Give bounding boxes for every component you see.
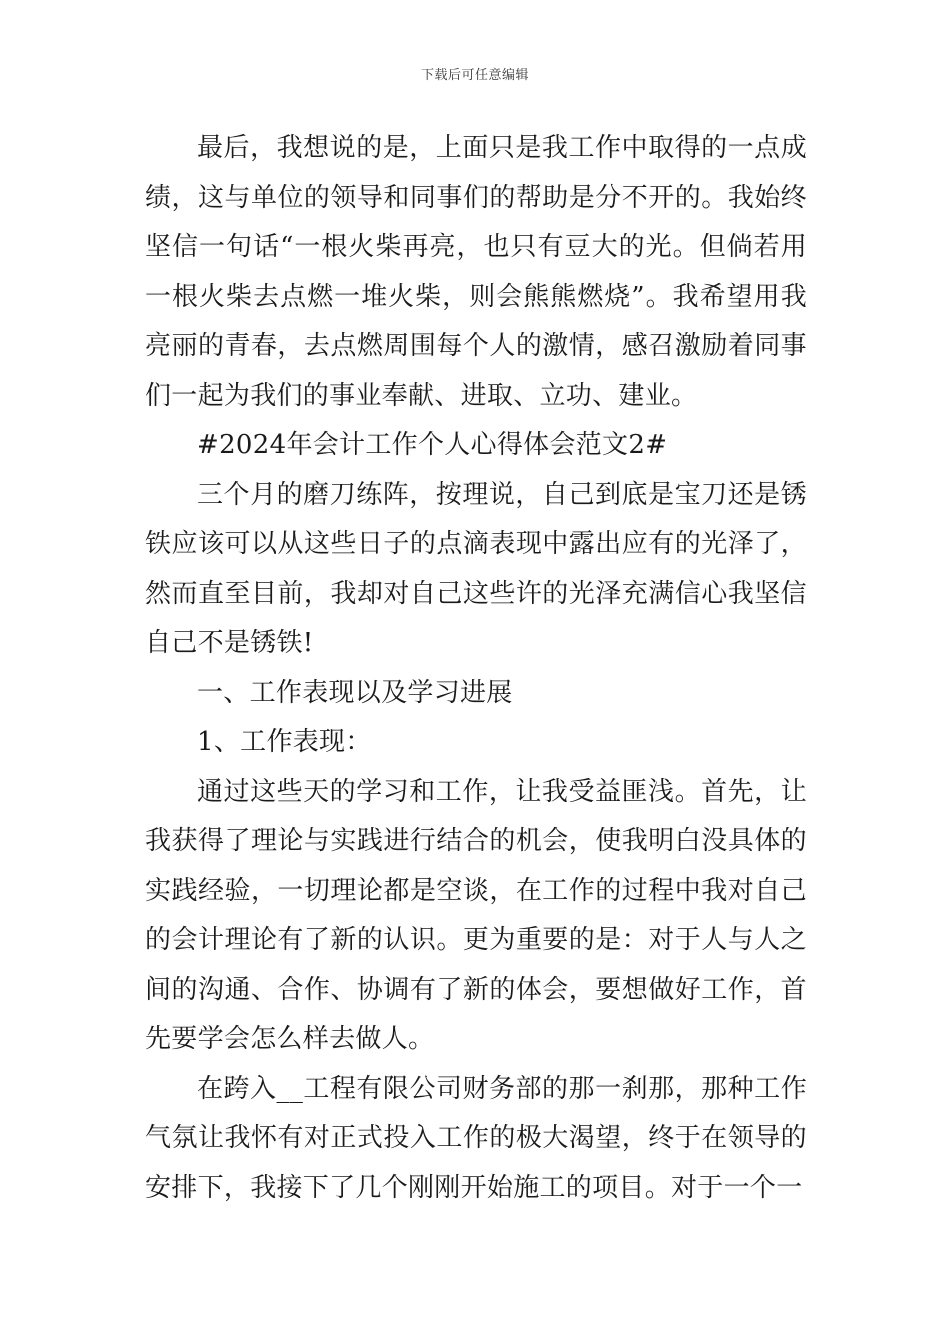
- paragraph-joining-company: 在跨入__工程有限公司财务部的那一刹那，那种工作气氛让我怀有对正式投入工作的极大渴望，终于在领导的安排下，我接下了几个刚刚开始施工的项目。对于一个一: [145, 1073, 807, 1203]
- paragraph-intro: 三个月的磨刀练阵，按理说，自己到底是宝刀还是锈铁应该可以从这些日子的点滴表现中露出应有的光泽了，然而直至目前，我却对自己这些许的光泽充满信心我坚信自己不是锈铁!: [145, 479, 807, 658]
- document-body: [145, 124, 807, 1213]
- heading-work-performance-progress: 一、工作表现以及学习进展: [197, 677, 513, 708]
- page-header: 下载后可任意编辑: [420, 68, 529, 83]
- section-title: #2024年会计工作个人心得体会范文2#: [197, 430, 668, 460]
- subheading-work-performance: 1、工作表现：: [197, 727, 372, 757]
- paragraph-learning: 通过这些天的学习和工作，让我受益匪浅。首先，让我获得了理论与实践进行结合的机会，使我明白没具体的实践经验，一切理论都是空谈，在工作的过程中我对自己的会计理论有了新的认识。更为重要的是：对于人与人之间的沟通、合作、协调有了新的体会，要想做好工作，首先要学会怎么样去做人。: [145, 776, 807, 1054]
- paragraph-closing-remarks: 最后，我想说的是，上面只是我工作中取得的一点成绩，这与单位的领导和同事们的帮助是分不开的。我始终坚信一句话“一根火柴再亮，也只有豆大的光。但倘若用一根火柴去点燃一堆火柴，则会熊熊燃烧”。我希望用我亮丽的青春，去点燃周围每个人的激情，感召激励着同事们一起为我们的事业奉献、进取、立功、建业。: [145, 133, 807, 411]
